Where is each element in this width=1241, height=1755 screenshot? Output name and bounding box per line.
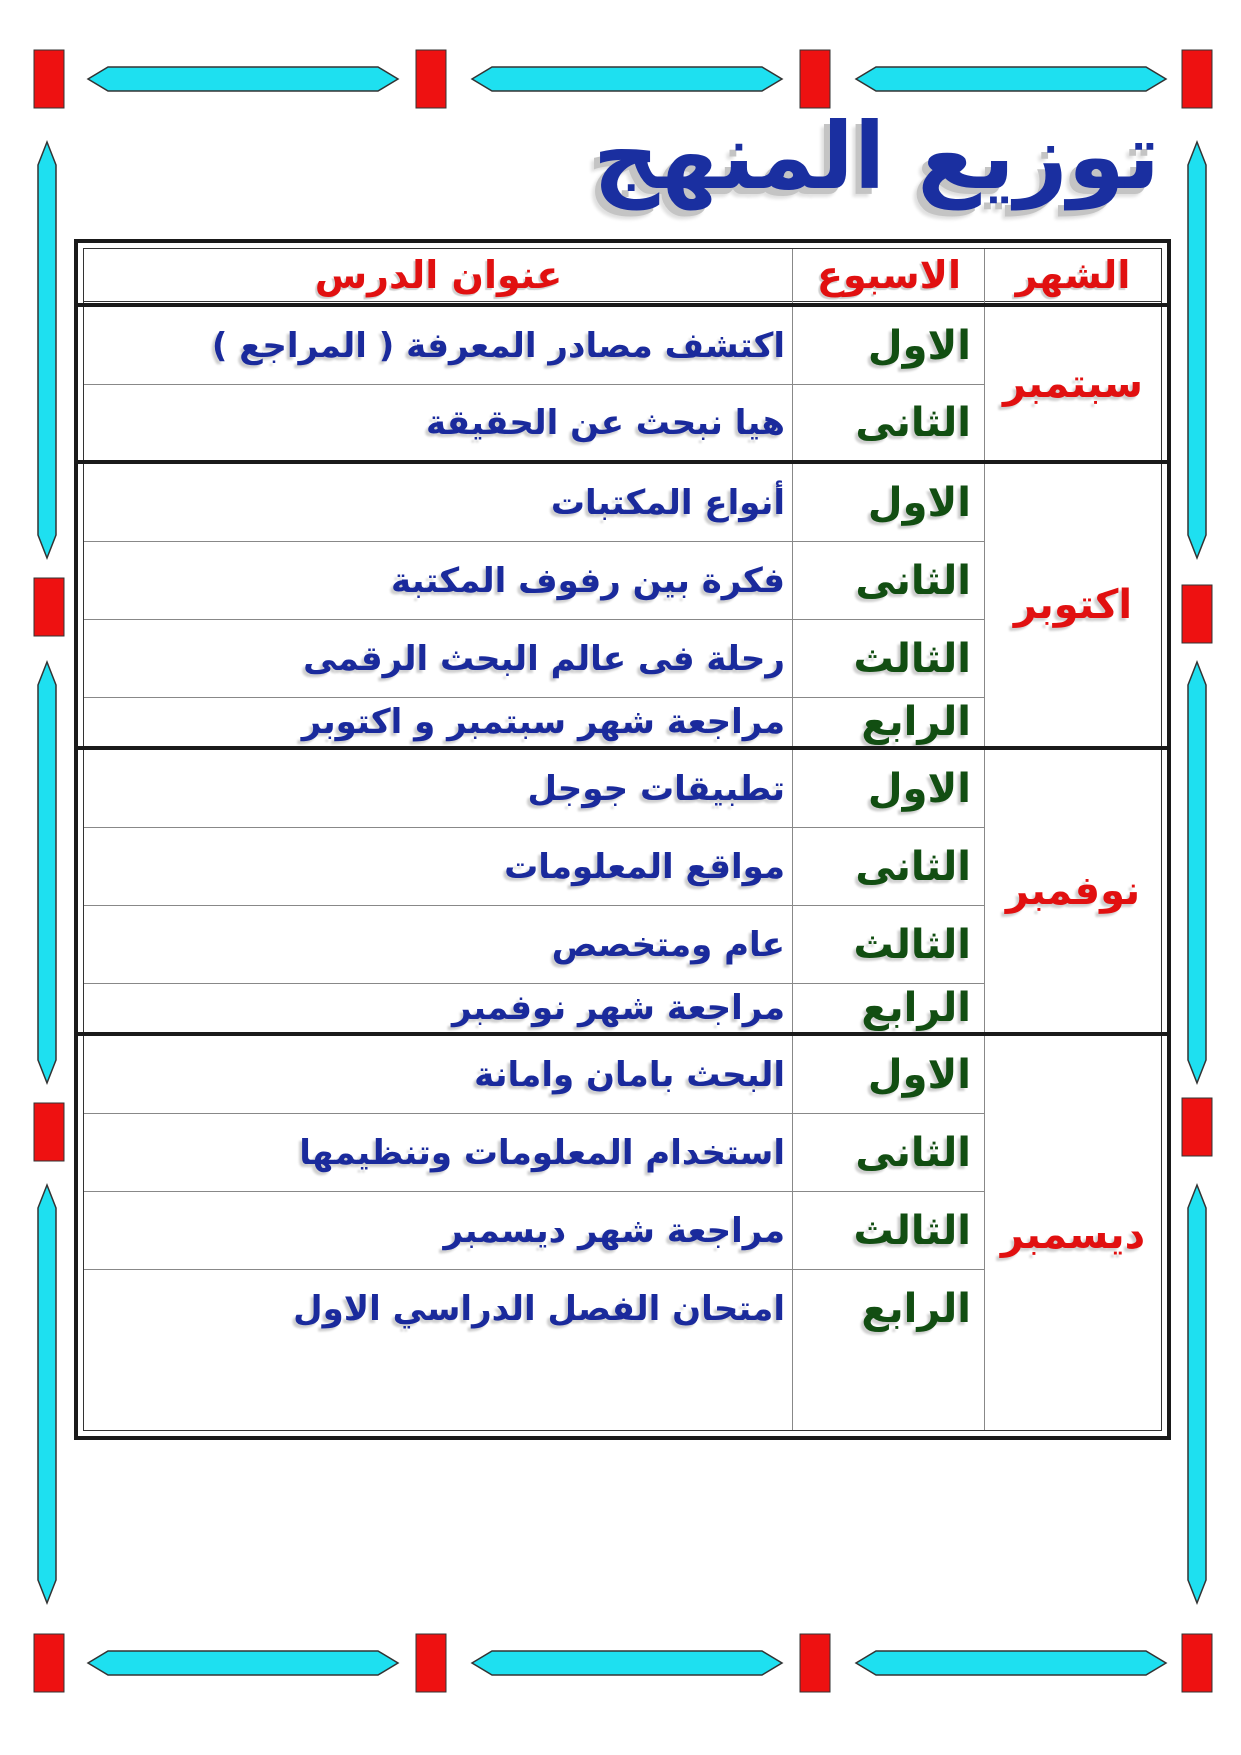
frame-cyan-bar bbox=[38, 142, 56, 558]
lesson-title: مواقع المعلومات bbox=[504, 846, 785, 887]
week-label: الثالث bbox=[853, 921, 971, 968]
week-label: الثالث bbox=[853, 635, 971, 682]
week-label: الرابع bbox=[861, 1285, 971, 1332]
frame-cyan-bar bbox=[1188, 662, 1206, 1083]
header-week: الاسبوع bbox=[817, 253, 961, 297]
frame-red-block bbox=[800, 50, 830, 108]
frame-cyan-bar bbox=[856, 67, 1166, 91]
page-title: توزيع المنهج bbox=[593, 103, 1160, 210]
week-label: الثالث bbox=[853, 1207, 971, 1254]
lesson-title: استخدام المعلومات وتنظيمها bbox=[299, 1132, 785, 1173]
frame-red-block bbox=[800, 1634, 830, 1692]
lesson-title: امتحان الفصل الدراسي الاول bbox=[293, 1288, 785, 1329]
frame-red-block bbox=[34, 1634, 64, 1692]
curriculum-table-inner bbox=[83, 248, 1162, 1431]
frame-red-block bbox=[1182, 1098, 1212, 1156]
month-label: ديسمبر bbox=[1000, 1212, 1146, 1258]
frame-cyan-bar bbox=[472, 1651, 782, 1675]
frame-red-block bbox=[34, 578, 64, 636]
frame-red-block bbox=[1182, 585, 1212, 643]
week-label: الاول bbox=[867, 322, 971, 369]
frame-red-block bbox=[1182, 1634, 1212, 1692]
frame-red-block bbox=[34, 50, 64, 108]
month-label: نوفمبر bbox=[1005, 868, 1141, 914]
frame-cyan-bar bbox=[38, 662, 56, 1083]
week-label: الثانى bbox=[855, 843, 971, 890]
week-label: الاول bbox=[867, 479, 971, 526]
lesson-title: تطبيقات جوجل bbox=[527, 768, 785, 809]
lesson-title: أنواع المكتبات bbox=[550, 482, 785, 523]
lesson-title: مراجعة شهر سبتمبر و اكتوبر bbox=[301, 702, 785, 742]
frame-cyan-bar bbox=[38, 1185, 56, 1603]
week-label: الثانى bbox=[855, 1129, 971, 1176]
frame-red-block bbox=[416, 50, 446, 108]
week-label: الرابع bbox=[861, 985, 971, 1031]
frame-cyan-bar bbox=[88, 1651, 398, 1675]
frame-red-block bbox=[1182, 50, 1212, 108]
frame-cyan-bar bbox=[1188, 142, 1206, 558]
lesson-title: اكتشف مصادر المعرفة ( المراجع ) bbox=[211, 325, 785, 366]
lesson-title: فكرة بين رفوف المكتبة bbox=[390, 560, 785, 601]
frame-cyan-bar bbox=[472, 67, 782, 91]
week-label: الاول bbox=[867, 765, 971, 812]
frame-red-block bbox=[416, 1634, 446, 1692]
lesson-title: هيا نبحث عن الحقيقة bbox=[425, 402, 785, 443]
header-lesson: عنوان الدرس bbox=[314, 253, 563, 297]
lesson-title: البحث بامان وامانة bbox=[474, 1054, 785, 1095]
frame-red-block bbox=[34, 1103, 64, 1161]
lesson-title: رحلة فى عالم البحث الرقمى bbox=[303, 638, 785, 679]
lesson-title: مراجعة شهر نوفمبر bbox=[451, 988, 785, 1028]
frame-cyan-bar bbox=[856, 1651, 1166, 1675]
month-label: اكتوبر bbox=[1013, 582, 1133, 628]
week-label: الثانى bbox=[855, 557, 971, 604]
frame-cyan-bar bbox=[88, 67, 398, 91]
lesson-title: مراجعة شهر ديسمبر bbox=[443, 1210, 785, 1251]
frame-cyan-bar bbox=[1188, 1185, 1206, 1603]
header-month: الشهر bbox=[1015, 253, 1131, 297]
month-label: سبتمبر bbox=[1002, 360, 1144, 407]
lesson-title: عام ومتخصص bbox=[551, 924, 785, 965]
week-label: الثانى bbox=[855, 399, 971, 446]
week-label: الرابع bbox=[861, 699, 971, 745]
header-row bbox=[84, 249, 1161, 302]
week-label: الاول bbox=[867, 1051, 971, 1098]
curriculum-table bbox=[74, 239, 1171, 1440]
